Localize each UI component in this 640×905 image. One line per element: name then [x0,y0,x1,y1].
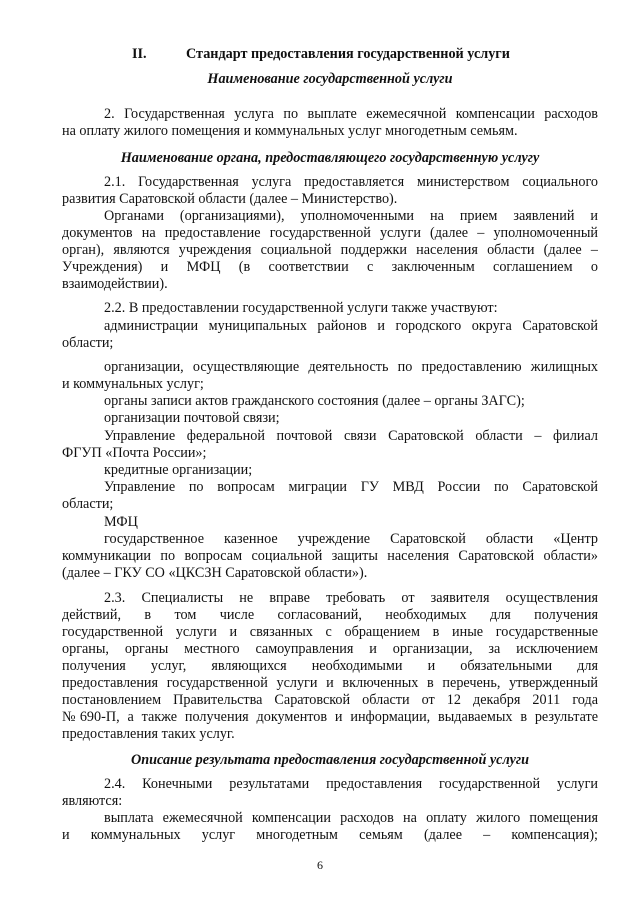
paragraph-line: предоставления государственной услуги и включенных в перечень, утвержденный [62,675,598,691]
heading-service-name: Наименование государственной услуги [207,71,453,87]
paragraph-line: развития Саратовской области (далее – Министерство). [62,191,398,207]
paragraph-line: государственной услуги и связанных с обращением в иные государственные [62,624,598,640]
paragraph-line: действий, в том числе согласований, необходимых для получения [62,607,598,623]
paragraph-line: предоставления таких услуг. [62,726,235,742]
paragraph-line: являются: [62,793,123,809]
heading-result-description: Описание результата предоставления государственной услуги [130,752,530,768]
paragraph-line: постановлением Правительства Саратовской области от 12 декабря 2011 года [62,692,598,708]
paragraph-line: (далее – ГКУ СО «ЦКСЗН Саратовской области»). [62,565,368,581]
section-title: Стандарт предоставления государственной услуги [186,46,510,62]
paragraph-line: Учреждения) и МФЦ (в соответствии с заключенным соглашением о [62,259,598,275]
paragraph-line: ФГУП «Почта России»; [62,445,207,461]
paragraph-line: 2. Государственная услуга по выплате ежемесячной компенсации расходов [104,106,598,122]
paragraph-line: и коммунальных услуг; [62,376,204,392]
paragraph-line: МФЦ [104,514,138,530]
paragraph-line: на оплату жилого помещения и коммунальных услуг многодетным семьям. [62,123,518,139]
heading-provider-body: Наименование органа, предоставляющего государственную услугу [120,150,540,166]
section-number: II. [132,46,147,62]
paragraph-line: организации почтовой связи; [104,410,280,426]
paragraph-line: орган), являются учреждения социальной поддержки населения области (далее – [62,242,598,258]
paragraph-line: выплата ежемесячной компенсации расходов на оплату жилого помещения [104,810,598,826]
paragraph-line: кредитные организации; [104,462,253,478]
paragraph-line: 2.3. Специалисты не вправе требовать от заявителя осуществления [104,590,598,606]
paragraph-line: организации, осуществляющие деятельность по предоставлению жилищных [104,359,598,375]
paragraph-line: области; [62,496,114,512]
paragraph-line: и коммунальных услуг многодетным семьям (далее – компенсация); [62,827,598,843]
paragraph-line: администрации муниципальных районов и городского округа Саратовской [104,318,598,334]
paragraph-line: Органами (организациями), уполномоченными на прием заявлений и [104,208,598,224]
paragraph-line: 2.2. В предоставлении государственной услуги также участвуют: [104,300,498,316]
paragraph-line: Управление федеральной почтовой связи Саратовской области – филиал [104,428,598,444]
paragraph-line: государственное казенное учреждение Саратовской области «Центр [104,531,598,547]
paragraph-line: органы записи актов гражданского состояния (далее – органы ЗАГС); [104,393,525,409]
paragraph-line: №690-П, а также получения документов и информации, выдаваемых в результате [62,709,598,725]
paragraph-line: 2.1. Государственная услуга предоставляется министерством социального [104,174,598,190]
paragraph-line: органы, органы местного самоуправления и организации, за исключением [62,641,598,657]
paragraph-line: Управление по вопросам миграции ГУ МВД России по Саратовской [104,479,598,495]
paragraph-line: документов на предоставление государственной услуги (далее – уполномоченный [62,225,598,241]
paragraph-line: коммуникации по вопросам социальной защиты населения Саратовской области» [62,548,598,564]
paragraph-line: области; [62,335,114,351]
paragraph-line: взаимодействии). [62,276,168,292]
paragraph-line: получения услуг, являющихся необходимыми и обязательными для [62,658,598,674]
paragraph-line: 2.4. Конечными результатами предоставления государственной услуги [104,776,598,792]
page-number: 6 [317,858,323,872]
